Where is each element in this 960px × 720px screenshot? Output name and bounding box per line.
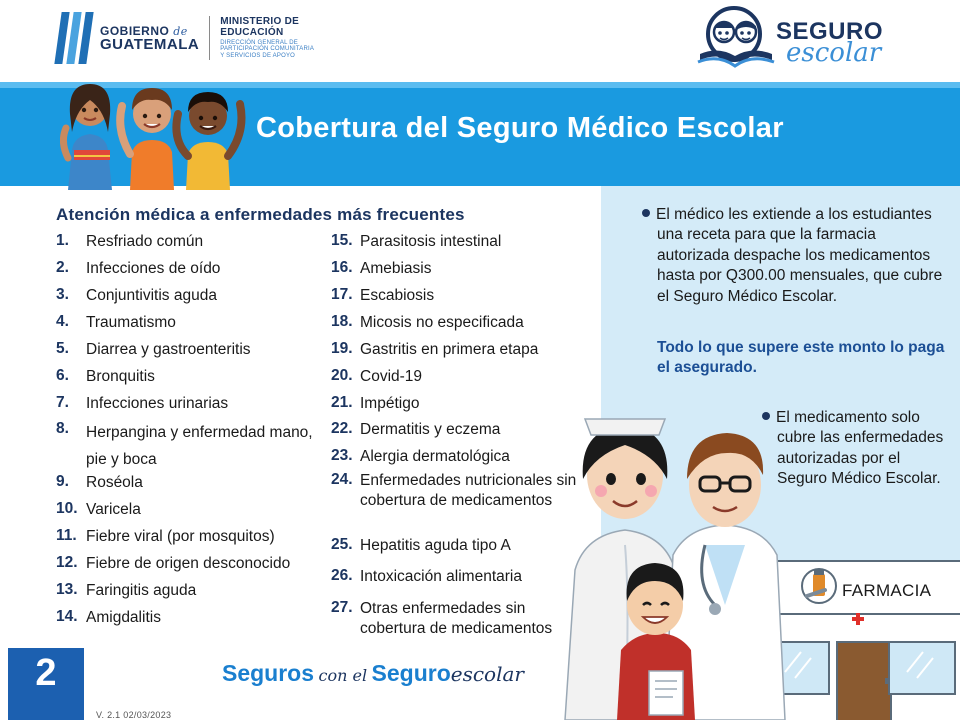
list-item: [56, 259, 326, 286]
ministerio-wordmark: [220, 17, 314, 59]
gobierno-line1: GOBIERNO: [100, 23, 170, 38]
item-number: 23.: [331, 447, 353, 464]
list-item: [56, 340, 326, 367]
item-text: Fiebre de origen desconocido: [86, 555, 291, 572]
gobierno-bars-icon: [58, 12, 90, 64]
diseases-list-column-1: [56, 232, 326, 635]
kids-book-icon: [694, 4, 784, 76]
item-text: Dermatitis y eczema: [360, 421, 501, 438]
item-text: Impétigo: [360, 395, 420, 412]
item-text: Conjuntivitis aguda: [86, 287, 217, 304]
item-text: Herpangina y enfermedad mano, pie y boca: [86, 424, 313, 468]
ministerio-line2: EDUCACIÓN: [220, 26, 284, 38]
list-item: [56, 554, 326, 581]
item-text: Gastritis en primera etapa: [360, 341, 539, 358]
list-item: [56, 420, 326, 473]
logo-divider: [209, 16, 210, 60]
item-text: Hepatitis aguda tipo A: [360, 537, 511, 554]
gobierno-wordmark: [100, 25, 199, 52]
item-text: Diarrea y gastroenteritis: [86, 341, 251, 358]
item-number: 12.: [56, 554, 78, 571]
page-title: Cobertura del Seguro Médico Escolar: [256, 112, 784, 144]
item-text: Enfermedades nutricionales sin cobertura de medicamentos: [360, 472, 577, 510]
item-text: Otras enfermedades sin cobertura de medicamentos: [360, 600, 553, 638]
slogan-seguro: Seguro: [371, 660, 451, 686]
list-item: [331, 567, 581, 599]
list-item: [56, 313, 326, 340]
bullet-icon: [642, 209, 650, 217]
item-number: 4.: [56, 313, 69, 330]
list-item: [56, 527, 326, 554]
item-text: Fiebre viral (por mosquitos): [86, 528, 275, 545]
item-text: Alergia dermatológica: [360, 448, 510, 465]
item-number: 20.: [331, 367, 353, 384]
item-number: 27.: [331, 599, 353, 616]
item-number: 10.: [56, 500, 78, 517]
item-number: 13.: [56, 581, 78, 598]
item-text: Resfriado común: [86, 233, 204, 250]
item-text: Roséola: [86, 474, 143, 491]
version-stamp: V. 2.1 02/03/2023: [96, 710, 172, 720]
item-text: Parasitosis intestinal: [360, 233, 502, 250]
note-medication-text: El medicamento solo cubre las enfermedades autorizadas por el Seguro Médico Escolar.: [776, 409, 944, 488]
note-prescription: [642, 205, 952, 307]
item-text: Escabiosis: [360, 287, 435, 304]
page-number: 2: [35, 652, 57, 694]
item-number: 16.: [331, 259, 353, 276]
list-item: [56, 473, 326, 500]
item-text: Varicela: [86, 501, 141, 518]
item-number: 18.: [331, 313, 353, 330]
list-item: [331, 599, 581, 643]
item-number: 7.: [56, 394, 69, 411]
ministerio-sub1: DIRECCIÓN GENERAL DE: [220, 40, 299, 47]
item-number: 1.: [56, 232, 69, 249]
item-number: 2.: [56, 259, 69, 276]
item-number: 15.: [331, 232, 353, 249]
seguro-escolar-logo: [694, 4, 904, 76]
slogan-escolar: escolar: [450, 662, 524, 686]
item-number: 22.: [331, 420, 353, 437]
list-heading: Atención médica a enfermedades más frecuentes: [56, 205, 465, 224]
slogan: [222, 660, 524, 687]
item-number: 3.: [56, 286, 69, 303]
item-number: 17.: [331, 286, 353, 303]
item-number: 5.: [56, 340, 69, 357]
item-number: 26.: [331, 567, 353, 584]
item-text: Micosis no especificada: [360, 314, 524, 331]
item-number: 6.: [56, 367, 69, 384]
item-text: Amebiasis: [360, 260, 432, 277]
item-text: Infecciones de oído: [86, 260, 221, 277]
gobierno-line2: GUATEMALA: [100, 35, 200, 53]
item-text: Intoxicación alimentaria: [360, 568, 522, 585]
item-number: 11.: [56, 527, 77, 544]
list-item: [331, 259, 581, 286]
list-item: [331, 367, 581, 394]
medical-staff-illustration: [555, 405, 795, 720]
list-item: [331, 394, 581, 420]
seguro-logo-word2: escolar: [786, 38, 882, 68]
item-number: 24.: [331, 471, 353, 488]
item-text: Faringitis aguda: [86, 582, 197, 599]
list-item: [56, 394, 326, 420]
list-item: [56, 232, 326, 259]
list-item: [56, 286, 326, 313]
list-item: [331, 313, 581, 340]
gobierno-guatemala-logo: [58, 12, 314, 64]
ministerio-sub3: Y SERVICIOS DE APOYO: [220, 52, 296, 59]
slogan-seguros: Seguros: [222, 660, 315, 686]
slogan-con-el: con el: [318, 666, 368, 685]
list-item: [56, 500, 326, 527]
ministerio-sub2: PARTICIPACIÓN COMUNITARIA: [220, 46, 315, 53]
children-illustration: [60, 70, 255, 190]
item-text: Covid-19: [360, 368, 423, 385]
item-number: 25.: [331, 536, 353, 553]
pharmacy-sign: FARMACIA: [842, 581, 932, 600]
item-text: Amigdalitis: [86, 609, 161, 626]
list-item: [331, 536, 581, 567]
list-item: [331, 420, 581, 447]
item-number: 21.: [331, 394, 353, 411]
diseases-list-column-2: [331, 232, 581, 643]
list-item: [331, 471, 581, 536]
item-text: Infecciones urinarias: [86, 395, 229, 412]
list-item: [331, 340, 581, 367]
item-number: 8.: [56, 420, 69, 437]
note-amount-warning: Todo lo que supere este monto lo paga el asegurado.: [657, 339, 945, 377]
gobierno-de: de: [173, 24, 188, 38]
item-number: 14.: [56, 608, 78, 625]
list-item: [56, 581, 326, 608]
item-number: 9.: [56, 473, 69, 490]
list-item: [331, 232, 581, 259]
item-number: 19.: [331, 340, 353, 357]
list-item: [331, 286, 581, 313]
note-prescription-text: El médico les extiende a los estudiantes una receta para que la farmacia autorizada despache los medicamentos hasta por Q300.00 mensuales, que cubre el Seguro Médico Escolar.: [656, 206, 943, 305]
item-text: Traumatismo: [86, 314, 176, 331]
seguro-logo-word1: SEGURO: [776, 18, 884, 45]
list-item: [56, 367, 326, 394]
list-item: [56, 608, 326, 635]
ministerio-line1: MINISTERIO DE: [220, 16, 300, 28]
list-item: [331, 447, 581, 471]
item-text: Bronquitis: [86, 368, 155, 385]
